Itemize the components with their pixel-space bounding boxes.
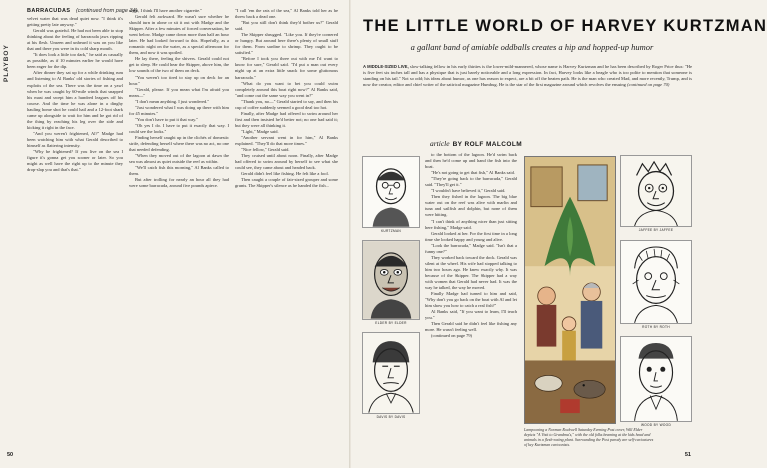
elder-drawing	[363, 241, 419, 319]
kurtzman-portrait	[362, 156, 420, 228]
intro-text: slow-talking fellow in his early thirties is the lower-mild-mannered, whose name is Harvey Kurtzman and he has been described by Roger Price thus: "He is five feet six inches tall and has a physique that is just barely noticeable and a long expression. In fact, Harvey looks like a beagle who is too polite to mention that someone is standing on his tail." Not so odd; his ideas about humor, as one has reason to expect, are a bit off the beaten path. He is the man who created Mad, and more recently, Trump, and is now the creator, editor and chief writer of the satirical magazine Humbug. He is the star of the first magazine around which revolves the ensuing	[363, 64, 692, 88]
paragraph: "I wouldn't have believed it," Gerald said.	[431, 188, 506, 194]
paragraph: "Why be frightened? If you live on the sea I figure it's gonna get you sooner or later. So you might as well have the right up to the minute they drop-slap you and that's that."	[27, 149, 123, 173]
text-column-3	[235, 8, 338, 441]
paragraph: Gerald looked at her. For the first time in a long time she looked happy and young and alive.	[425, 230, 517, 242]
paragraph: "Just wondered what I was doing up there with him for 45 minutes."	[129, 104, 229, 116]
running-head-continued: (continued from page 34)	[75, 8, 138, 14]
byline-author: BY ROLF MALCOLM	[452, 141, 523, 148]
folio-left: 50	[7, 452, 14, 458]
paragraph: Finding herself caught up in the clichés of domestic strife, defending herself where there was no act, no one that needed defending.	[129, 134, 229, 153]
jaffee-portrait	[620, 155, 692, 227]
kurtzman-drawing	[363, 157, 419, 227]
paragraph: Al Banks said, "If you want to learn, I'll teach you."	[425, 309, 517, 321]
paragraph: "Gerald, please. If you mean what I'm afraid you mean—"	[129, 86, 229, 98]
caption-wood: WOOD BY WOOD	[640, 423, 672, 427]
running-head-title: BARRACUDAS	[27, 8, 71, 14]
caption-kurtzman: KURTZMAN	[380, 229, 402, 233]
paragraph: "When they moved out of the lagoon at dawn the sea was almost as quiet outside the reef as within.	[129, 153, 229, 165]
article-title: THE LITTLE WORLD OF HARVEY KURTZMAN	[363, 17, 767, 35]
gutter	[349, 0, 351, 468]
caption-elder: ELDER BY ELDER	[375, 321, 407, 325]
paragraph: Gerald felt awkward. He wasn't sure whether he should turn in alone or sit it out with Madge and the Skipper. After a few minutes of forced conversation, he went below. Madge came down more than half an hour later. He had looked forward to this. Hopefully, as a romantic night on the water, as a special afternoon for them, and now it was spoiled.	[129, 14, 229, 56]
intro-continued: (continued on page 70)	[627, 82, 670, 88]
side-label: PLAYBOY	[3, 44, 10, 82]
jaffee-drawing	[621, 156, 691, 226]
text-column-1	[27, 16, 123, 441]
davis-drawing	[363, 333, 419, 413]
paragraph: "They're going back to the barracuda," Gerald said. "They'll get it."	[425, 176, 517, 188]
paragraph: After dinner they sat up for a while drinking rum and listening to Al Banks' old stories of fishing and exploits of the sea. There was the time on a yawl when he was caught by 60-mile winds that snapped his mast and swept him a hundred leagues off his course. And the time he was alone in a dinghy hauling home shot he could hail and a 12-foot shark came up alongside to wait for him and he got rid of the thing by reaching his leg over the side and kicking it right in the face.	[27, 70, 123, 130]
running-head	[27, 8, 137, 14]
paragraph: "You weren't too tired to stay up on deck for an hour."	[129, 74, 229, 86]
article-subtitle: a gallant band of amiable oddballs creates a hip and hopped-up humor	[410, 42, 654, 52]
paragraph: "Light," Madge said.	[241, 128, 279, 134]
paragraph: They worked back toward the dock. Gerald was silent at the wheel. His wife had stopped talking to him two hours ago. He knew exactly why. It was because of the Skipper. The Skipper had a way with women that Gerald had never had. It was the way he talked, the way he moved.	[425, 254, 517, 291]
paragraph: (continued on page 79)	[431, 333, 473, 339]
paragraph: night, I think I'll have another cigarette."	[129, 8, 203, 13]
elder-portrait	[362, 240, 420, 320]
caption-jaffee: JAFFEE BY JAFFEE	[638, 228, 674, 232]
paragraph: "I don't mean anything. I just wondered."	[135, 98, 210, 104]
text-column-4	[425, 152, 517, 452]
paragraph: Gerald didn't feel like fishing. He felt like a fool.	[241, 171, 329, 177]
paragraph: Finally Madge had turned to him and said, "Why don't you go back on the boat with Al and let him show you how to catch a real fish?"	[425, 291, 517, 309]
painting-scene	[525, 157, 615, 423]
paragraph: "I can't think of anything nicer than just sitting here fishing," Madge said.	[425, 218, 517, 230]
roth-drawing	[621, 241, 691, 323]
paragraph: Then caught a couple of fair-sized grouper and some grunts. The Skipper's silence as he handed the fish...	[235, 177, 338, 189]
paragraph: "Another servant went in for him," Al Banks explained. "They'll do that more times."	[235, 134, 338, 147]
paragraph: "He's not going to get that fish," Al Banks said.	[431, 170, 515, 176]
paragraph: Then they fished in the lagoon. The big blue water out on the reef was alive with marlin and tuna and sailfish and dolphin, but none of them were hitting.	[425, 194, 517, 218]
folio-right: 51	[684, 452, 691, 458]
paragraph: "But you still don't think they'd bother us?" Gerald said.	[235, 20, 338, 32]
paragraph: "Nice fellow," Gerald said.	[241, 147, 290, 153]
paragraph: to the bottom of the lagoon. He'd swim back and then he'd come up and hand the fish into the boat.	[425, 152, 517, 170]
paragraph: "What do you want to bet you could swim completely around this boat right now?" Al Banks said, "and come out the same way you went in?"	[235, 80, 338, 98]
paragraph: "We'll catch fish this morning," Al Banks called to them.	[129, 165, 229, 177]
paragraph: Finally, after Madge had offered to swim around her first and then insisted he'd better not; no one had said it; but they were all thinking it.	[235, 110, 338, 128]
davis-portrait	[362, 332, 420, 414]
paragraph: "You don't have to put it that way."	[135, 116, 198, 122]
paragraph: Gerald was grateful. He had not been able to stop thinking about the feeling of barracuda jaws ripping at his flesh. Unseen and unheard it was on you like that and there you were in its cold sharp mouth.	[27, 28, 123, 52]
wood-drawing	[621, 337, 691, 421]
caption-davis: DAVIS BY DAVIS	[376, 415, 406, 419]
painting-caption: Lampooning a Norman Rockwell Saturday Evening Post cover, Will Elder depicts "A Visit to Grandma's," with the old folks beaming at the kids head and animals in a flesh-eating plant. Surrounding the Post parody are self-caricatures of key Kurtzman cartoonists.	[524, 427, 654, 448]
paragraph: The Skipper shrugged. "Like you. If they're cornered or hungry. But around here there's plenty of small stuff for them. From sardine to shrimp. They ought to be satisfied."	[235, 32, 338, 56]
paragraph: velvet water that was dead quiet now. "I think it's getting pretty late anyway."	[27, 16, 123, 28]
byline	[430, 139, 522, 148]
wood-portrait	[620, 336, 692, 422]
text-column-2	[129, 8, 229, 441]
roth-portrait	[620, 240, 692, 324]
paragraph: They cruised until about noon. Finally, after Madge had offered to swim around by herself to see what she could see, they came about and headed back.	[235, 153, 338, 171]
paragraph: He lay there, feeling the shivers. Gerald could not get to sleep. He could hear the Skipper, above him, the low sounds of the two of them on deck.	[129, 56, 229, 74]
paragraph: "And you weren't frightened, Al?" Madge had been watching him with what Gerald described to himself as flattering intensity.	[27, 130, 123, 148]
byline-article: article	[430, 139, 450, 148]
paragraph: "Before I took you three out with me I'd want to know for sure," Gerald said. "I'd put a man out every night up at an extra little snack for some gluttonous barracuda."	[235, 56, 338, 80]
intro-lead: A MIDDLE-SIZED LIVE,	[363, 64, 409, 69]
paragraph: "It does look a little too dark," he said as casually as possible, as if 10 minutes earlier he would have been eager for the dip.	[27, 52, 123, 70]
paragraph: Then Gerald said he didn't feel like fishing any more. He wasn't feeling well.	[425, 321, 517, 333]
paragraph: "Look the barracuda," Madge said. "Isn't that a funny one?"	[425, 242, 517, 254]
paragraph: "Thank you, no—" Gerald started to say, and then his cup of coffee suddenly seemed a good deal too hot.	[235, 98, 338, 110]
paragraph: But after trolling for nearly an hour all they had were some barracuda, around five pounds apiece.	[129, 177, 229, 189]
caption-roth: ROTH BY ROTH	[642, 325, 670, 329]
article-intro	[363, 64, 692, 88]
paragraph: "I call 'em the rats of the sea," Al Banks told her as he threw back a dead one.	[235, 8, 338, 20]
paragraph: "Oh yes I do. I have to put it exactly that way. I could see the looks."	[129, 122, 229, 134]
grandma-visit-painting	[524, 156, 616, 424]
